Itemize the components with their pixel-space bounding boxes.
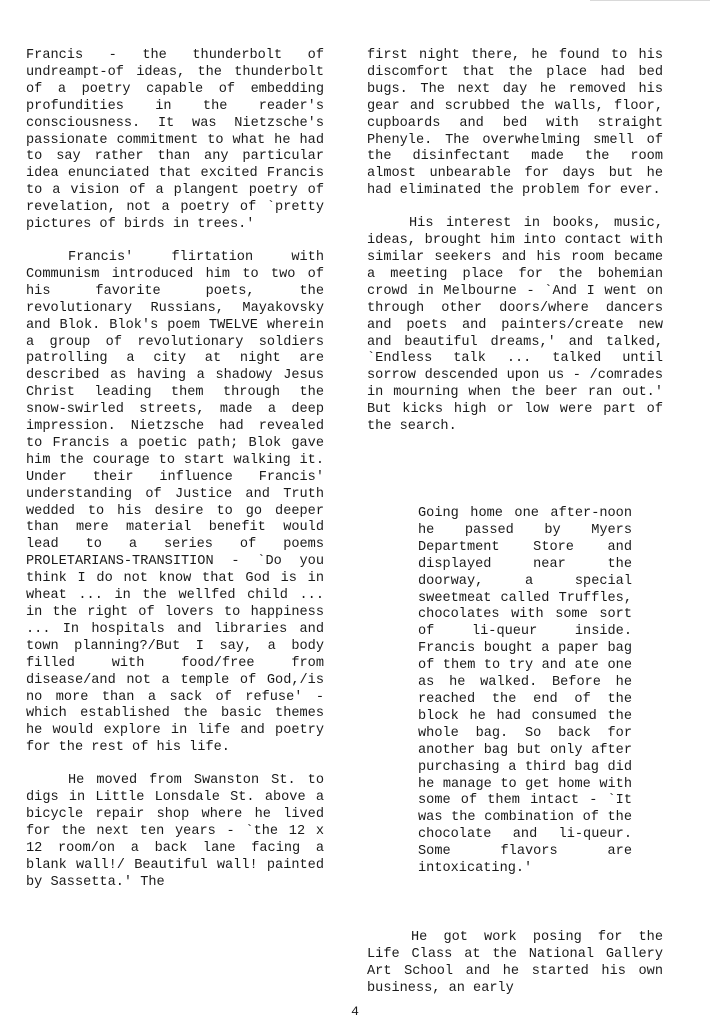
left-column [26, 48, 324, 892]
paragraph-swanston: He moved from Swanston St. to digs in Little Lonsdale St. above a bicycle repair shop where he lived for the next ten years - `the 12 x 12 room/on a back lane facing a blank wall!/ Beautiful wall! painted by Sassetta.' The [26, 773, 324, 890]
inset-paragraph-truffles [418, 506, 632, 878]
page-number: 4 [351, 1004, 359, 1019]
top-edge-line [590, 0, 710, 1]
paragraph-communism: Francis' flirtation with Communism introduced him to two of his favorite poets, the revolutionary Russians, Mayakovsky and Blok. Blok's poem TWELVE wherein a group of revolutionary soldiers patrolling a city at night are described as having a shadowy Jesus Christ leading them through the snow-swirled streets, made a deep impression. Nietzsche had revealed to Francis a poetic path; Blok gave him the courage to start walking it. Under their influence Francis' understanding of Justice and Truth wedded to his desire to go deeper than mere material benefit would lead to a series of poems PROLETARIANS-TRANSITION - `Do you think I do not know that God is in wheat ... in the wellfed child ... in the right of lovers to happiness ... In hospitals and libraries and town planning?/But I say, a body filled with food/free from disease/and not a temple of God,/is no more than a sack of refuse' - which established the basic themes he would explore in life and poetry for the rest of his life. [26, 249, 324, 756]
right-column-bottom [367, 930, 663, 998]
paragraph-interest: His interest in books, music, ideas, brought him into contact with similar seekers and his room became a meeting place for the bohemian crowd in Melbourne - `And I went on through other doors/where dancers and poets and painters/create new and beautiful dreams,' and talked, `Endless talk ... talked until sorrow descended upon us - /comrades in mourning when the beer ran out.' But kicks high or low were part of the search. [367, 216, 663, 435]
paragraph-thunderbolt: Francis - the thunderbolt of undreampt-of ideas, the thunderbolt of a poetry capable of embedding profundities in the reader's consciousness. It was Nietzsche's passionate commitment to what he had to say rather than any particular idea enunciated that excited Francis to a vision of a plangent poetry of revelation, not a poetry of `pretty pictures of birds in trees.' [26, 48, 324, 233]
paragraph-work-posing: He got work posing for the Life Class at the National Gallery Art School and he started his own business, an early [367, 930, 663, 996]
paragraph-truffles: Going home one after-noon he passed by Myers Department Store and displayed near the doorway, a special sweetmeat called Truffles, chocolates with some sort of li-queur inside. Francis bought a paper bag of them to try and ate one as he walked. Before he reached the end of the block he had consumed the whole bag. So back for another bag but only after purchasing a third bag did he manage to get home with some of them intact - `It was the combination of the chocolate and li-queur. Some flavors are intoxicating.' [418, 506, 632, 877]
right-column [367, 48, 663, 436]
paragraph-bed-bugs: first night there, he found to his discomfort that the place had bed bugs. The next day he removed his gear and scrubbed the walls, floor, cupboards and bed with straight Phenyle. The overwhelming smell of the disinfectant made the room almost unbearable for days but he had eliminated the problem for ever. [367, 48, 663, 199]
